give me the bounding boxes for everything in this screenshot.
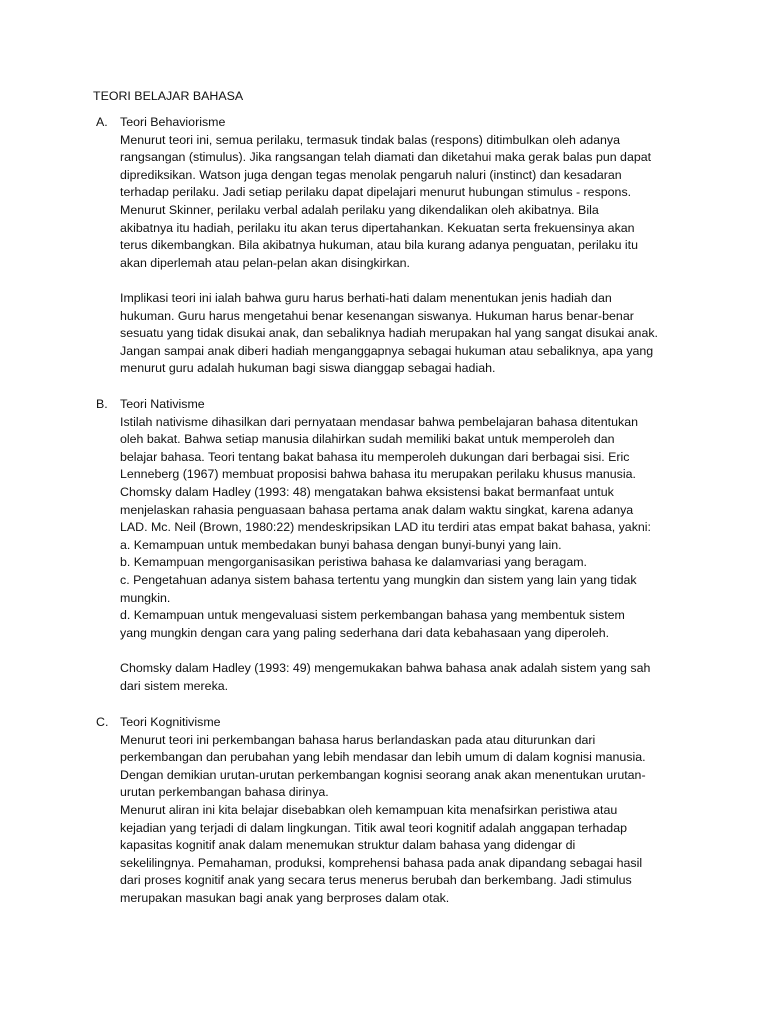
- text-line: rangsangan (stimulus). Jika rangsangan telah diamati dan diketahui maka gerak balas pun dapat: [120, 150, 652, 165]
- text-line: Istilah nativisme dihasilkan dari pernyataan mendasar bahwa pembelajaran bahasa ditentukan: [120, 414, 638, 429]
- text-line: oleh bakat. Bahwa setiap manusia dilahirkan sudah memiliki bakat untuk memperoleh dan: [120, 432, 615, 447]
- text-line: Chomsky dalam Hadley (1993: 48) mengatakan bahwa eksistensi bakat bermanfaat untuk: [120, 484, 614, 499]
- text-line: dari sistem mereka.: [120, 678, 229, 693]
- section-letter: A.: [96, 115, 108, 129]
- text-line: LAD. Mc. Neil (Brown, 1980:22) mendeskripsikan LAD itu terdiri atas empat bakat bahasa, yakni:: [120, 520, 651, 535]
- list-item: mungkin.: [120, 590, 171, 605]
- text-line: Menurut teori ini, semua perilaku, termasuk tindak balas (respons) ditimbulkan oleh adanya: [120, 132, 621, 147]
- paragraph: [120, 290, 680, 378]
- document-title: TEORI BELAJAR BAHASA: [93, 89, 244, 103]
- paragraph: [120, 660, 680, 695]
- text-line: Menurut teori ini perkembangan bahasa harus berlandaskan pada atau diturunkan dari: [120, 732, 596, 747]
- text-line: urutan perkembangan bahasa dirinya.: [120, 785, 329, 800]
- paragraph: [120, 732, 680, 908]
- list-item: d. Kemampuan untuk mengevaluasi sistem perkembangan bahasa yang membentuk sistem: [120, 608, 625, 623]
- text-line: menjelaskan rahasia penguasaan bahasa pertama anak dalam waktu singkat, karena adanya: [120, 502, 634, 517]
- section-title: Teori Nativisme: [120, 397, 205, 411]
- text-line: Jangan sampai anak diberi hadiah menganggapnya sebagai hukuman atau sebaliknya, apa yang: [120, 343, 654, 358]
- section-letter: C.: [96, 715, 109, 729]
- text-line: terus dikembangkan. Bila akibatnya hukuman, atau bila kurang adanya penguatan, perilaku itu: [120, 238, 638, 253]
- list-item: yang mungkin dengan cara yang paling sederhana dari data kebahasaan yang diperoleh.: [120, 625, 610, 640]
- section-body: [120, 714, 680, 908]
- text-line: Menurut Skinner, perilaku verbal adalah perilaku yang dikendalikan oleh akibatnya. Bila: [120, 202, 599, 217]
- text-line: terhadap perilaku. Jadi setiap perilaku dapat dipelajari menurut hubungan stimulus - respons.: [120, 185, 632, 200]
- text-line: dari proses kognitif anak yang secara terus menerus berubah dan berkembang. Jadi stimulus: [120, 873, 632, 888]
- text-line: akibatnya itu hadiah, perilaku itu akan terus dipertahankan. Kekuatan serta frekuensinya akan: [120, 220, 635, 235]
- text-line: sesuatu yang tidak disukai anak, dan sebaliknya hadiah merupakan hal yang sangat disukai anak.: [120, 326, 658, 341]
- text-line: perkembangan dan perubahan yang lebih mendasar dan lebih umum di dalam kognisi manusia.: [120, 750, 646, 765]
- text-line: akan diperlemah atau pelan-pelan akan disingkirkan.: [120, 255, 410, 270]
- text-line: Dengan demikian urutan-urutan perkembangan kognisi seorang anak akan menentukan urutan-: [120, 767, 646, 782]
- text-line: sekelilingnya. Pemahaman, produksi, komprehensi bahasa pada anak dipandang sebagai hasil: [120, 855, 643, 870]
- text-line: kejadian yang terjadi di dalam lingkungan. Titik awal teori kognitif adalah anggapan terhadap: [120, 820, 627, 835]
- list-item: b. Kemampuan mengorganisasikan peristiwa bahasa ke dalamvariasi yang beragam.: [120, 555, 587, 570]
- text-line: hukuman. Guru harus mengetahui benar kesenangan siswanya. Hukuman harus benar-benar: [120, 308, 634, 323]
- list-item: c. Pengetahuan adanya sistem bahasa tertentu yang mungkin dan sistem yang lain yang tidak: [120, 572, 637, 587]
- text-line: Menurut aliran ini kita belajar disebabkan oleh kemampuan kita menafsirkan peristiwa atau: [120, 802, 618, 817]
- section-title: Teori Kognitivisme: [120, 715, 221, 729]
- text-line: merupakan masukan bagi anak yang berproses dalam otak.: [120, 890, 450, 905]
- text-line: Implikasi teori ini ialah bahwa guru harus berhati-hati dalam menentukan jenis hadiah dan: [120, 290, 612, 305]
- paragraph-gap: [120, 272, 680, 290]
- paragraph-gap: [120, 642, 680, 660]
- text-line: kapasitas kognitif anak dalam menemukan struktur dalam bahasa yang didengar di: [120, 838, 576, 853]
- text-line: menurut guru adalah hukuman bagi siswa dianggap sebagai hadiah.: [120, 361, 496, 376]
- text-line: Lenneberg (1967) membuat proposisi bahwa bahasa itu merupakan perilaku khusus manusia.: [120, 467, 636, 482]
- section-body: [120, 396, 680, 695]
- section-body: [120, 114, 680, 378]
- list-item: a. Kemampuan untuk membedakan bunyi bahasa dengan bunyi-bunyi yang lain.: [120, 537, 562, 552]
- paragraph: [120, 132, 680, 273]
- text-line: belajar bahasa. Teori tentang bakat bahasa itu memperoleh dukungan dari berbagai sisi. Eric: [120, 449, 630, 464]
- paragraph: [120, 414, 680, 643]
- section-title: Teori Behaviorisme: [120, 115, 226, 129]
- text-line: Chomsky dalam Hadley (1993: 49) mengemukakan bahwa bahasa anak adalah sistem yang sah: [120, 660, 651, 675]
- text-line: diprediksikan. Watson juga dengan tegas menolak pengaruh naluri (instinct) dan kesadaran: [120, 167, 622, 182]
- section-letter: B.: [96, 397, 108, 411]
